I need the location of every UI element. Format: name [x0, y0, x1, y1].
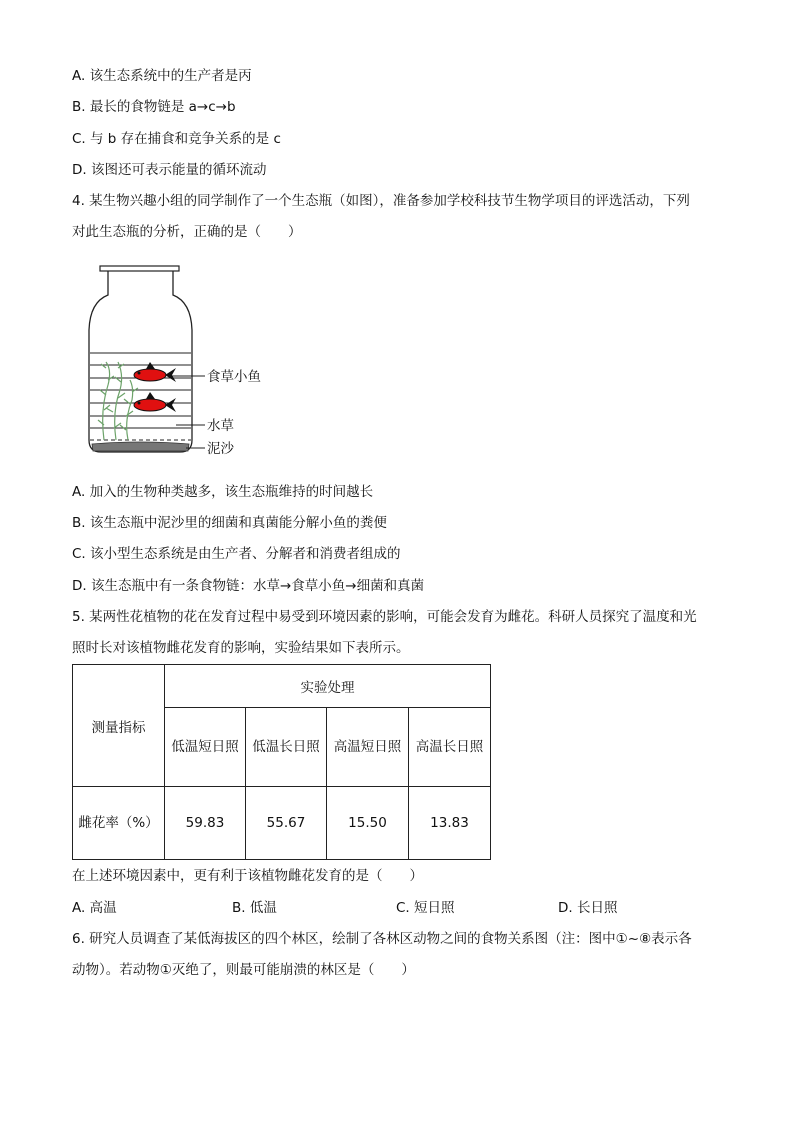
label-fish: 食草小鱼: [207, 369, 261, 385]
fish-lower: [134, 392, 176, 412]
sand-layer: [92, 442, 189, 451]
column-header: 低温短日照: [165, 708, 246, 787]
q5-option-b: B. 低温: [232, 900, 277, 916]
bottle-cap: [100, 266, 179, 271]
label-sand: 泥沙: [207, 441, 234, 457]
q5-option-d: D. 长日照: [558, 900, 618, 916]
q4-option-d: D. 该生态瓶中有一条食物链：水草→食草小鱼→细菌和真菌: [72, 578, 425, 594]
column-header: 低温长日照: [246, 708, 327, 787]
q3-option-a: A. 该生态系统中的生产者是丙: [72, 68, 252, 84]
q4-option-c: C. 该小型生态系统是由生产者、分解者和消费者组成的: [72, 546, 401, 562]
value-cell: 59.83: [165, 787, 246, 860]
q6-stem-line2: 动物）。若动物①灭绝了，则最可能崩溃的林区是（ ）: [72, 962, 415, 978]
value-cell: 15.50: [327, 787, 409, 860]
q3-option-d: D. 该图还可表示能量的循环流动: [72, 162, 267, 178]
q5-options-row: [72, 899, 632, 917]
value-cell: 13.83: [409, 787, 491, 860]
q4-stem-line2: 对此生态瓶的分析，正确的是（ ）: [72, 224, 302, 240]
q5-stem-line2: 照时长对该植物雌花发育的影响，实验结果如下表所示。: [72, 640, 410, 656]
row-label-cell: 雌花率（%）: [73, 787, 165, 860]
q3-option-b: B. 最长的食物链是 a→c→b: [72, 99, 236, 115]
ecobottle-figure: [0, 0, 794, 470]
column-header: 高温长日照: [409, 708, 491, 787]
q5-stem-line1: 5. 某两性花植物的花在发育过程中易受到环境因素的影响，可能会发育为雌花。科研人员探究了温度和光: [72, 609, 697, 625]
q6-stem-line1: 6. 研究人员调查了某低海拔区的四个林区，绘制了各林区动物之间的食物关系图（注：图中①~⑧表示各: [72, 931, 692, 947]
q4-stem-line1: 4. 某生物兴趣小组的同学制作了一个生态瓶（如图），准备参加学校科技节生物学项目的评选活动，下列: [72, 193, 690, 209]
q5-option-c: C. 短日照: [396, 900, 455, 916]
experiment-table: [72, 664, 491, 860]
column-header: 高温短日照: [327, 708, 409, 787]
q3-option-c: C. 与 b 存在捕食和竞争关系的是 c: [72, 131, 281, 147]
q4-option-a: A. 加入的生物种类越多，该生态瓶维持的时间越长: [72, 484, 374, 500]
row-header-cell: 测量指标: [73, 665, 165, 787]
group-header-cell: 实验处理: [165, 665, 491, 708]
label-plant: 水草: [207, 418, 234, 434]
q4-option-b: B. 该生态瓶中泥沙里的细菌和真菌能分解小鱼的粪便: [72, 515, 387, 531]
water-lines: [90, 353, 191, 428]
q5-option-a: A. 高温: [72, 900, 117, 916]
q5-question: 在上述环境因素中，更有利于该植物雌花发育的是（ ）: [72, 868, 423, 884]
value-cell: 55.67: [246, 787, 327, 860]
